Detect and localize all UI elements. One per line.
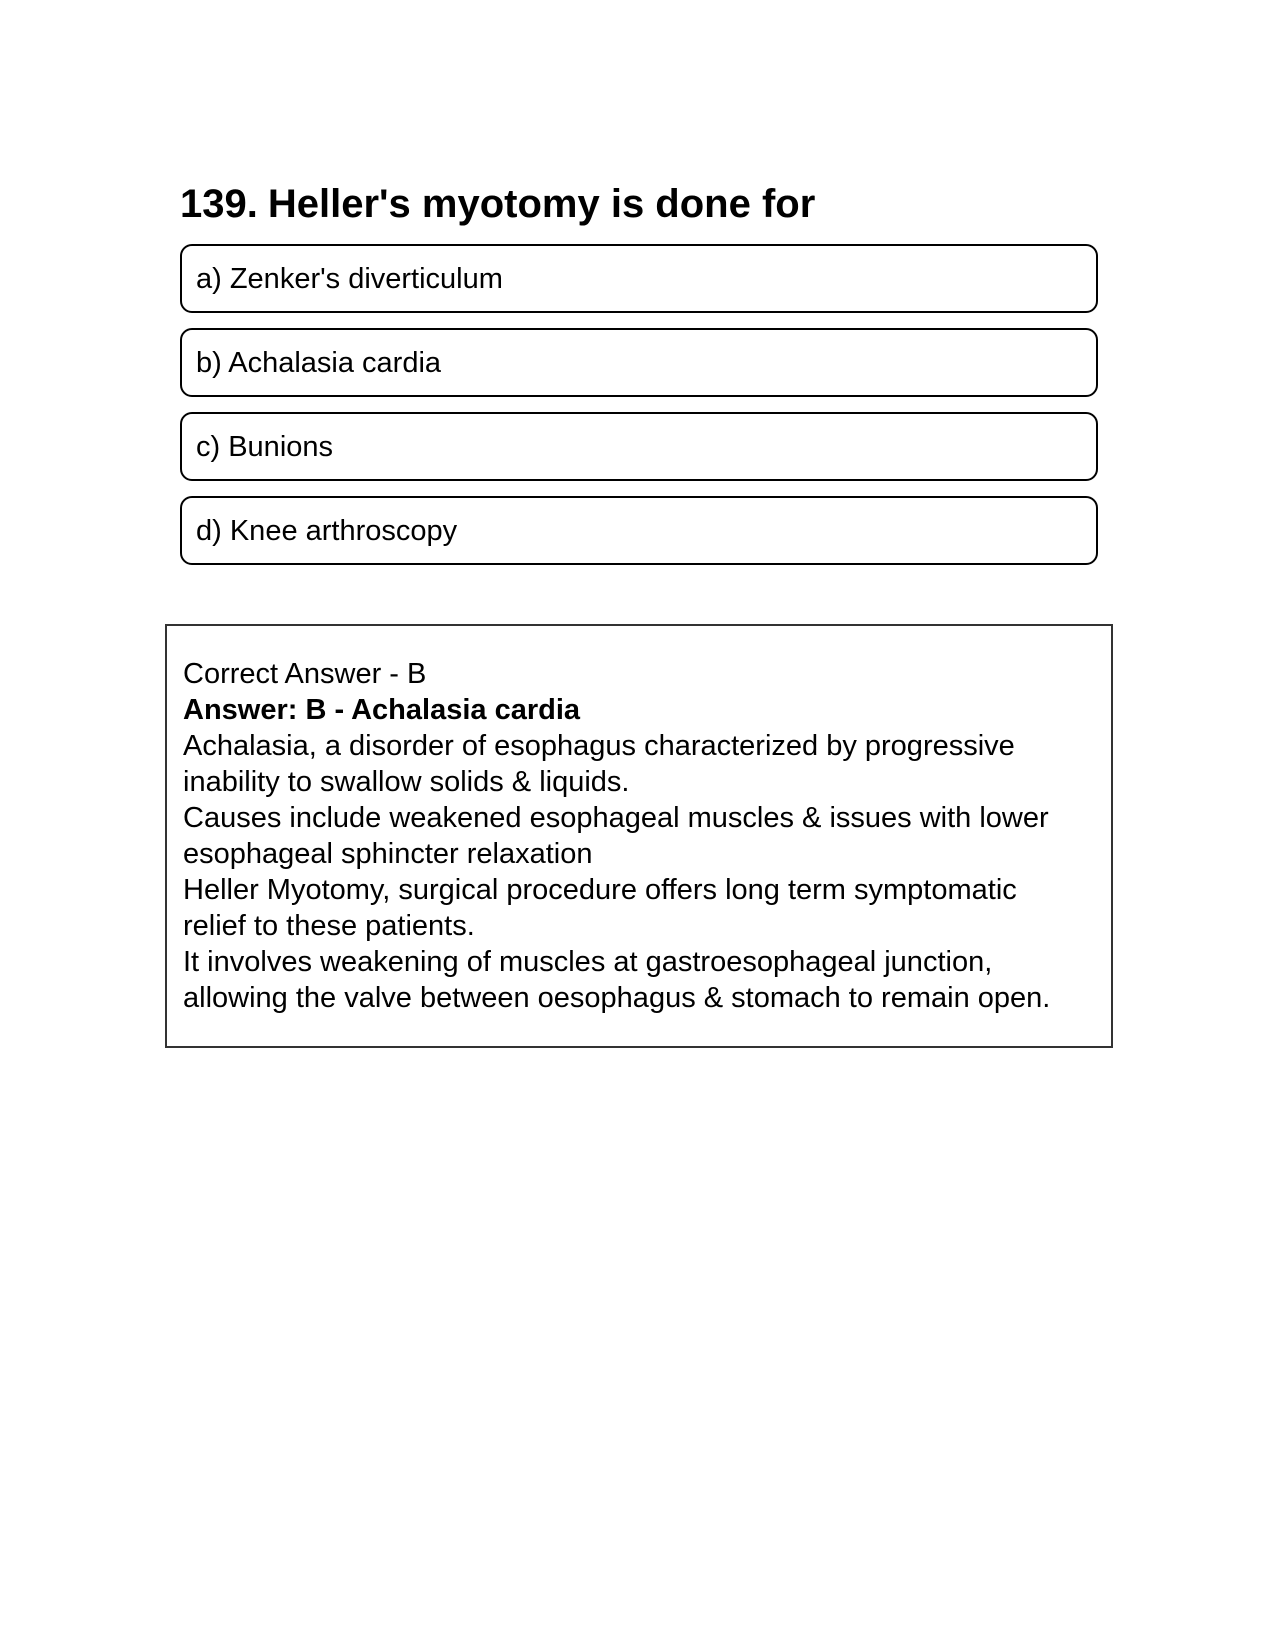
explanation-line: esophageal sphincter relaxation [183, 838, 593, 870]
explanation-line: Causes include weakened esophageal muscles & issues with lower [183, 802, 1049, 834]
option-label: c) Bunions [196, 430, 334, 463]
option-b[interactable] [180, 328, 1098, 397]
explanation-line: inability to swallow solids & liquids. [183, 766, 630, 798]
option-d[interactable] [180, 496, 1098, 565]
correct-answer-line: Correct Answer - B [183, 658, 427, 690]
option-label: d) Knee arthroscopy [196, 514, 458, 547]
explanation-line: relief to these patients. [183, 910, 475, 942]
option-label: a) Zenker's diverticulum [196, 262, 503, 295]
option-c[interactable] [180, 412, 1098, 481]
question-title [180, 178, 1100, 230]
explanation-line: allowing the valve between oesophagus & stomach to remain open. [183, 982, 1051, 1014]
explanation-line: Achalasia, a disorder of esophagus characterized by progressive [183, 730, 1015, 762]
question-text: Heller's myotomy is done for [267, 182, 816, 226]
options-list [180, 244, 1098, 580]
question-number: 139. [180, 182, 258, 226]
option-a[interactable] [180, 244, 1098, 313]
explanation-line: Heller Myotomy, surgical procedure offers long term symptomatic [183, 874, 1017, 906]
answer-heading: Answer: B - Achalasia cardia [183, 694, 581, 726]
option-label: b) Achalasia cardia [196, 346, 442, 379]
explanation-line: It involves weakening of muscles at gastroesophageal junction, [183, 946, 993, 978]
answer-explanation-box [165, 624, 1113, 1048]
